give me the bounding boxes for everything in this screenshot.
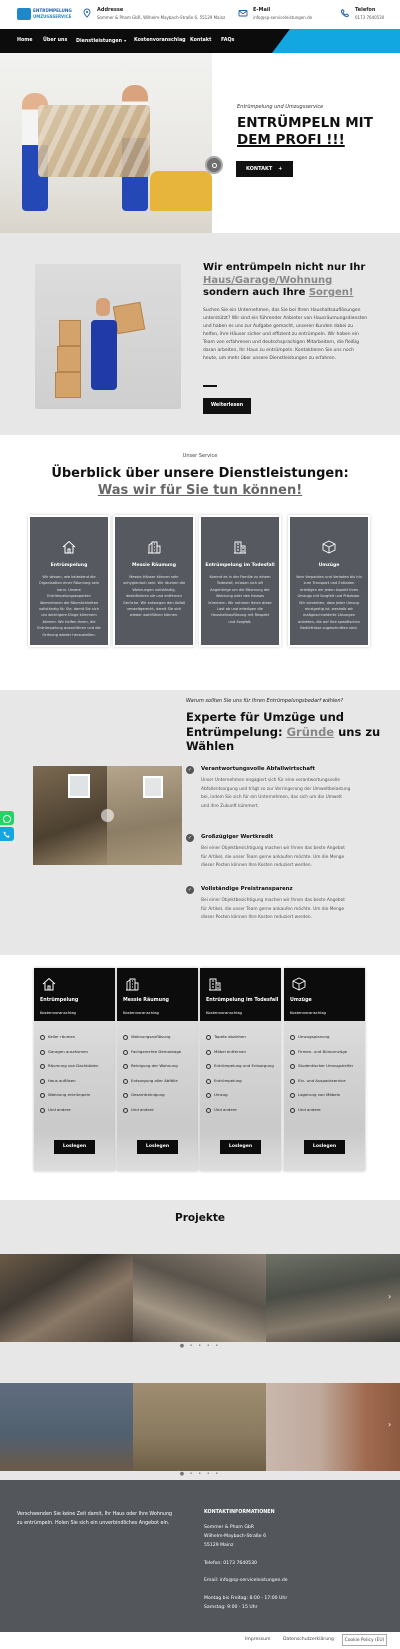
list-item: Garagen ausräumen: [40, 1048, 98, 1063]
about-box-1: [55, 372, 81, 398]
check-icon: ✓: [187, 767, 193, 773]
project-photo[interactable]: [133, 1383, 266, 1471]
project-photo[interactable]: [133, 1254, 266, 1342]
service-card-title: Umzüge: [318, 563, 340, 568]
plus-icon: +: [278, 166, 283, 172]
list-item: Gesamtreinigung: [123, 1091, 181, 1106]
service-card-title: Entrümpelung: [50, 563, 88, 568]
main-nav: [0, 29, 400, 53]
footer-email[interactable]: Email: info@sp-serviceleistungen.de: [204, 1578, 288, 1583]
bottom-bar: [0, 1632, 400, 1649]
hero-title-line2: DEM PROFI !!!: [237, 132, 345, 148]
phone-label: Telefon: [355, 7, 376, 13]
office-icon: [207, 976, 223, 992]
footer-phone[interactable]: Telefon: 0173 7640530: [204, 1561, 257, 1566]
price-card-messie: [117, 968, 198, 1171]
list-item: Möbel entfernen: [206, 1048, 274, 1063]
hero-title: [237, 115, 373, 149]
loslegen-button[interactable]: Loslegen: [220, 1140, 261, 1154]
service-card-title: Entrümpelung im Todesfall: [205, 563, 275, 568]
nav-accent-stripe: [272, 29, 400, 53]
list-item: Und andere: [290, 1106, 353, 1121]
reason-item: [186, 886, 371, 936]
list-item: Und andere: [206, 1106, 274, 1121]
price-card-list: [40, 1033, 98, 1120]
list-item: Umzugsplanung: [290, 1033, 353, 1048]
play-icon: [212, 163, 217, 168]
project-photo[interactable]: [266, 1254, 400, 1342]
service-card-messie[interactable]: [113, 515, 195, 647]
before-after-image[interactable]: [33, 766, 182, 865]
nav-ueber-uns[interactable]: Über uns: [43, 38, 68, 43]
chevron-down-icon: ▾: [124, 38, 127, 43]
list-item: Reinigung der Wohnung: [123, 1062, 181, 1077]
nav-dienstleistungen-label: Dienstleistungen: [76, 39, 123, 44]
reason-title: Großzügiger Wertkredit: [201, 834, 274, 840]
list-item: Räumung von Dachböden: [40, 1062, 98, 1077]
footer: [0, 1480, 400, 1632]
list-item: Keller räumen: [40, 1033, 98, 1048]
reason-item: [186, 766, 371, 816]
services-heading: [0, 465, 400, 499]
before-window: [68, 774, 90, 798]
reason-item: [186, 834, 371, 884]
experte-heading-line1: Experte für Umzüge und: [186, 710, 344, 724]
reason-text: Bei einer Objektbesichtigung machen wir Ihnen das beste Angebot für Artikel, die unser Team gerne ankaufen möchte. Um die Menge dieser Posten können Ihre Kosten reduziert werden.: [201, 898, 345, 920]
nav-kostenvoranschlag[interactable]: Kostenvoranschlag: [134, 38, 186, 43]
services-eyebrow: Unser Service: [182, 453, 218, 459]
list-item: Haus auflösen: [40, 1077, 98, 1092]
logo-mark: [17, 8, 31, 20]
phone-icon: [0, 828, 14, 842]
price-card-subtitle: Kostenvoranschlag: [40, 1010, 76, 1015]
loslegen-button[interactable]: Loslegen: [304, 1140, 345, 1154]
service-card-title: Messie Räumung: [132, 563, 176, 568]
price-card-subtitle: Kostenvoranschlag: [206, 1010, 242, 1015]
project-photo[interactable]: [0, 1383, 133, 1471]
phone-icon: [340, 8, 350, 18]
experte-heading-line3: Wählen: [186, 739, 235, 753]
list-item: Lagerung von Möbeln: [290, 1091, 353, 1106]
about-heading-highlight: Sorgen!: [308, 287, 354, 298]
service-card-entruempelung[interactable]: [28, 515, 110, 647]
call-button[interactable]: [0, 827, 14, 841]
house-icon: [61, 539, 77, 555]
about-heading-link: Haus/Garage/Wohnung: [203, 274, 333, 286]
service-card-text: Vom Verpacken und Verladen bis hin zum Transport und Entladen erledigen wir jeden Aspekt Ihres Umzugs mit Sorgfalt und Präzision. Wir verstehen, dass jeder Umzug einzigartig ist, weshalb wir maßgeschneiderte Lösungen anbieten, die auf Ihre spezifischen Bedürfnisse zugeschnitten sind.: [296, 575, 362, 631]
check-icon: ✓: [187, 887, 193, 893]
about-image: [35, 264, 181, 409]
address-info: [82, 6, 232, 22]
price-card-entruempelung: [34, 968, 115, 1171]
service-card-text: Kommt es in der Familie zu einem Todesfall, müssen sich oft Angehörige um die Räumung der Wohnung oder des Hauses kümmern. Wir nehmen Ihnen diese Last ab und erledigen die Haushaltsauflösung mit Respekt und Sorgfalt.: [208, 575, 272, 624]
experte-question: Warum sollten Sie uns für Ihren Entrümpelungsbedarf wählen?: [186, 698, 344, 704]
hero-subtitle: Entrümpelung und Umzugsservice: [237, 104, 324, 110]
box-icon: [291, 976, 307, 992]
price-card-title: Entrümpelung im Todesfall: [206, 998, 279, 1003]
whatsapp-icon: [0, 812, 14, 826]
footer-text: Verschwenden Sie keine Zeit damit, Ihr Haus oder Ihre Wohnung zu entrümpeln. Holen Sie sich ein unverbindliches Angebot ein.: [17, 1512, 173, 1526]
service-card-text: Messie-Häuser können sehr unhygienisch sein. Wir räumen die Wohnungen vollständig, desinfizieren sie und entfernen Gerüche. Wir entsorgen den Abfall umweltgerecht, damit Sie sich wieder wohlfühlen können.: [122, 575, 186, 618]
list-item: Ein- und Auspackservice: [290, 1077, 353, 1092]
project-photo[interactable]: [266, 1383, 400, 1471]
about-heading-line3: sondern auch Ihre: [203, 287, 309, 298]
footer-company: Sommer & Pham GbR: [204, 1525, 254, 1530]
experte-heading: [186, 710, 380, 754]
services-heading-line2: Was wir für Sie tun können!: [97, 483, 303, 498]
reason-title: Verantwortungsvolle Abfallwirtschaft: [201, 766, 315, 772]
about-box-3: [59, 320, 81, 346]
about-paragraph: Suchen Sie ein Unternehmen, das Sie bei Ihren Haushaltsauflösungen unterstützt? Wir sind ein führender Anbieter von Hausräumungsdiensten und haben es uns zur Aufgabe gemacht, unseren Kunden dabei zu helfen, ihre Häuser sicher und effizient zu entrümpeln. Wir haben ein Team von erfahrenen und deutschsprachigen Mitarbeitern, die fleißig daran arbeiten, Ihr Haus zu entrümpeln. Kontaktieren Sie uns noch heute, um mehr über unsere Dienstleistungen zu erfahren.: [203, 308, 368, 361]
house-icon: [41, 976, 57, 992]
building-icon: [124, 976, 140, 992]
footer-hours-saturday: Samstag: 9:00 - 15 Uhr: [204, 1605, 258, 1610]
hero-box-wrap: [38, 105, 150, 177]
list-item: Studentischer Umzugshelfer: [290, 1062, 353, 1077]
list-item: Firmen- und Büroumzüge: [290, 1048, 353, 1063]
list-item: Umzug: [206, 1091, 274, 1106]
list-item: Entrümpelung: [206, 1077, 274, 1092]
nav-faqs[interactable]: FAQs: [221, 38, 235, 43]
email-value[interactable]: info@sp-serviceleistungen.de: [253, 15, 313, 20]
hero-kontakt-label: KONTAKT: [246, 166, 273, 172]
about-box-4: [113, 302, 145, 334]
mail-icon: [238, 8, 248, 18]
project-photo[interactable]: [0, 1254, 133, 1342]
price-card-list: [290, 1033, 353, 1120]
price-card-subtitle: Kostenvoranschlag: [290, 1010, 326, 1015]
projekte-heading: Projekte: [175, 1212, 225, 1224]
hero-title-line1: ENTRÜMPELN MIT: [237, 115, 373, 131]
list-item: Entrümpelung und Entsorgung: [206, 1062, 274, 1077]
price-card-title: Umzüge: [290, 998, 312, 1003]
nav-home[interactable]: Home: [17, 38, 33, 43]
hero-kontakt-button[interactable]: [236, 161, 293, 177]
service-card-umzuege[interactable]: [288, 515, 370, 647]
service-card-text: Wir wissen, wie belastend die Organisation einer Räumung sein kann. Unsere Entrümpelungsexperten übernehmen die Räumlichkeiten vollständig für Sie, damit Sie sich um wichtigere Dinge kümmern können. Wir helfen Ihnen, die Entrümpelung auszuführen und die Ordnung wieder herzustellen.: [37, 575, 101, 637]
experte-heading-line2c: uns zu: [334, 724, 381, 739]
service-card-todesfall[interactable]: [199, 515, 281, 647]
list-item: Und andere: [40, 1106, 98, 1121]
impressum-link[interactable]: Impressum: [245, 1637, 271, 1642]
carousel-dots-1[interactable]: ● • • • •: [179, 1343, 221, 1349]
phone-value[interactable]: 0173 7640530: [355, 15, 385, 20]
about-divider: [203, 385, 217, 387]
price-card-subtitle: Kostenvoranschlag: [123, 1010, 159, 1015]
about-box-2: [57, 346, 81, 372]
datenschutz-link[interactable]: Datenschutzerklärung: [283, 1637, 334, 1642]
loslegen-button[interactable]: Loslegen: [54, 1140, 95, 1154]
building-icon: [146, 539, 162, 555]
price-card-title: Messie Räumung: [123, 998, 169, 1003]
price-card-list: [206, 1033, 274, 1120]
chevron-right-icon[interactable]: ›: [388, 1292, 392, 1301]
weiterlesen-button[interactable]: Weiterlesen: [203, 398, 251, 414]
about-worker-head: [96, 298, 110, 316]
about-worker: [91, 320, 117, 390]
list-item: Wohnung entrümpeln: [40, 1091, 98, 1106]
hero-sofa: [150, 171, 212, 211]
office-icon: [232, 539, 248, 555]
services-heading-line1: Überblick über unsere Dienstleistungen:: [51, 466, 349, 481]
logo-line2: UMZUGSSERVICE: [33, 14, 72, 19]
footer-contact-heading: KONTAKTINFORMATIONEN: [204, 1510, 275, 1515]
list-item: Tapete abziehen: [206, 1033, 274, 1048]
box-icon: [321, 539, 337, 555]
price-card-todesfall: [200, 968, 281, 1171]
hero-image: [0, 53, 212, 233]
check-icon: ✓: [187, 835, 193, 841]
carousel-dots-2[interactable]: ● • • • •: [179, 1471, 221, 1477]
address-value: Sommer & Pham GbR, Wilhelm-Maybach-Straße 6, 55129 Mainz: [97, 15, 226, 20]
experte-heading-highlight: Gründe: [286, 724, 335, 739]
list-item: Fachgerechte Demontage: [123, 1048, 181, 1063]
nav-dienstleistungen[interactable]: [76, 38, 126, 44]
reason-text: Bei einer Objektbesichtigung machen wir Ihnen das beste Angebot für Artikel, die unser Team gerne ankaufen möchte. Um die Menge dieser Posten können Ihre Kosten reduziert werden.: [201, 846, 345, 868]
compare-slider-handle[interactable]: [101, 809, 114, 822]
whatsapp-button[interactable]: [0, 811, 14, 825]
chevron-right-icon[interactable]: ›: [388, 1420, 392, 1429]
after-window: [143, 776, 163, 798]
price-card-list: [123, 1033, 181, 1120]
footer-street: Wilhelm-Maybach-Straße 6: [204, 1534, 266, 1539]
about-heading: [203, 262, 365, 300]
email-info: [238, 6, 333, 22]
reason-text: Unser Unternehmen engagiert sich für eine verantwortungsvolle Abfallentsorgung und trägt so zur Verringerung der Umweltbelastung bei, indem Sie sich für ein Unternehmen, das sich um die Umwelt und ihre Zukunft kümmert.: [201, 778, 351, 809]
email-label: E-Mail: [253, 7, 271, 13]
list-item: Wohnungsauflösung: [123, 1033, 181, 1048]
cookie-policy-button[interactable]: Cookie Policy (EU): [342, 1634, 387, 1646]
address-label: Addresse: [97, 7, 124, 13]
about-heading-line1: Wir entrümpeln nicht nur Ihr: [203, 262, 366, 273]
nav-kontakt[interactable]: Kontakt: [190, 38, 212, 43]
reason-title: Vollständige Preistransparenz: [201, 886, 293, 892]
footer-city: 55129 Mainz: [204, 1543, 234, 1548]
experte-heading-line2a: Entrümpelung:: [186, 724, 287, 739]
phone-info: [340, 6, 398, 22]
list-item: Und andere: [123, 1106, 181, 1121]
list-item: Entsorgung aller Abfälle: [123, 1077, 181, 1092]
price-card-umzuege: [284, 968, 365, 1171]
logo[interactable]: [17, 6, 75, 23]
location-pin-icon: [82, 8, 92, 18]
footer-hours-weekday: Montag bis Freitag: 8:00 - 17:00 Uhr: [204, 1596, 288, 1601]
logo-line1: ENTRÜMPELUNG: [33, 8, 72, 13]
top-header: [0, 0, 400, 29]
price-card-title: Entrümpelung: [40, 998, 79, 1003]
loslegen-button[interactable]: Loslegen: [137, 1140, 178, 1154]
video-play-button[interactable]: [205, 156, 223, 174]
